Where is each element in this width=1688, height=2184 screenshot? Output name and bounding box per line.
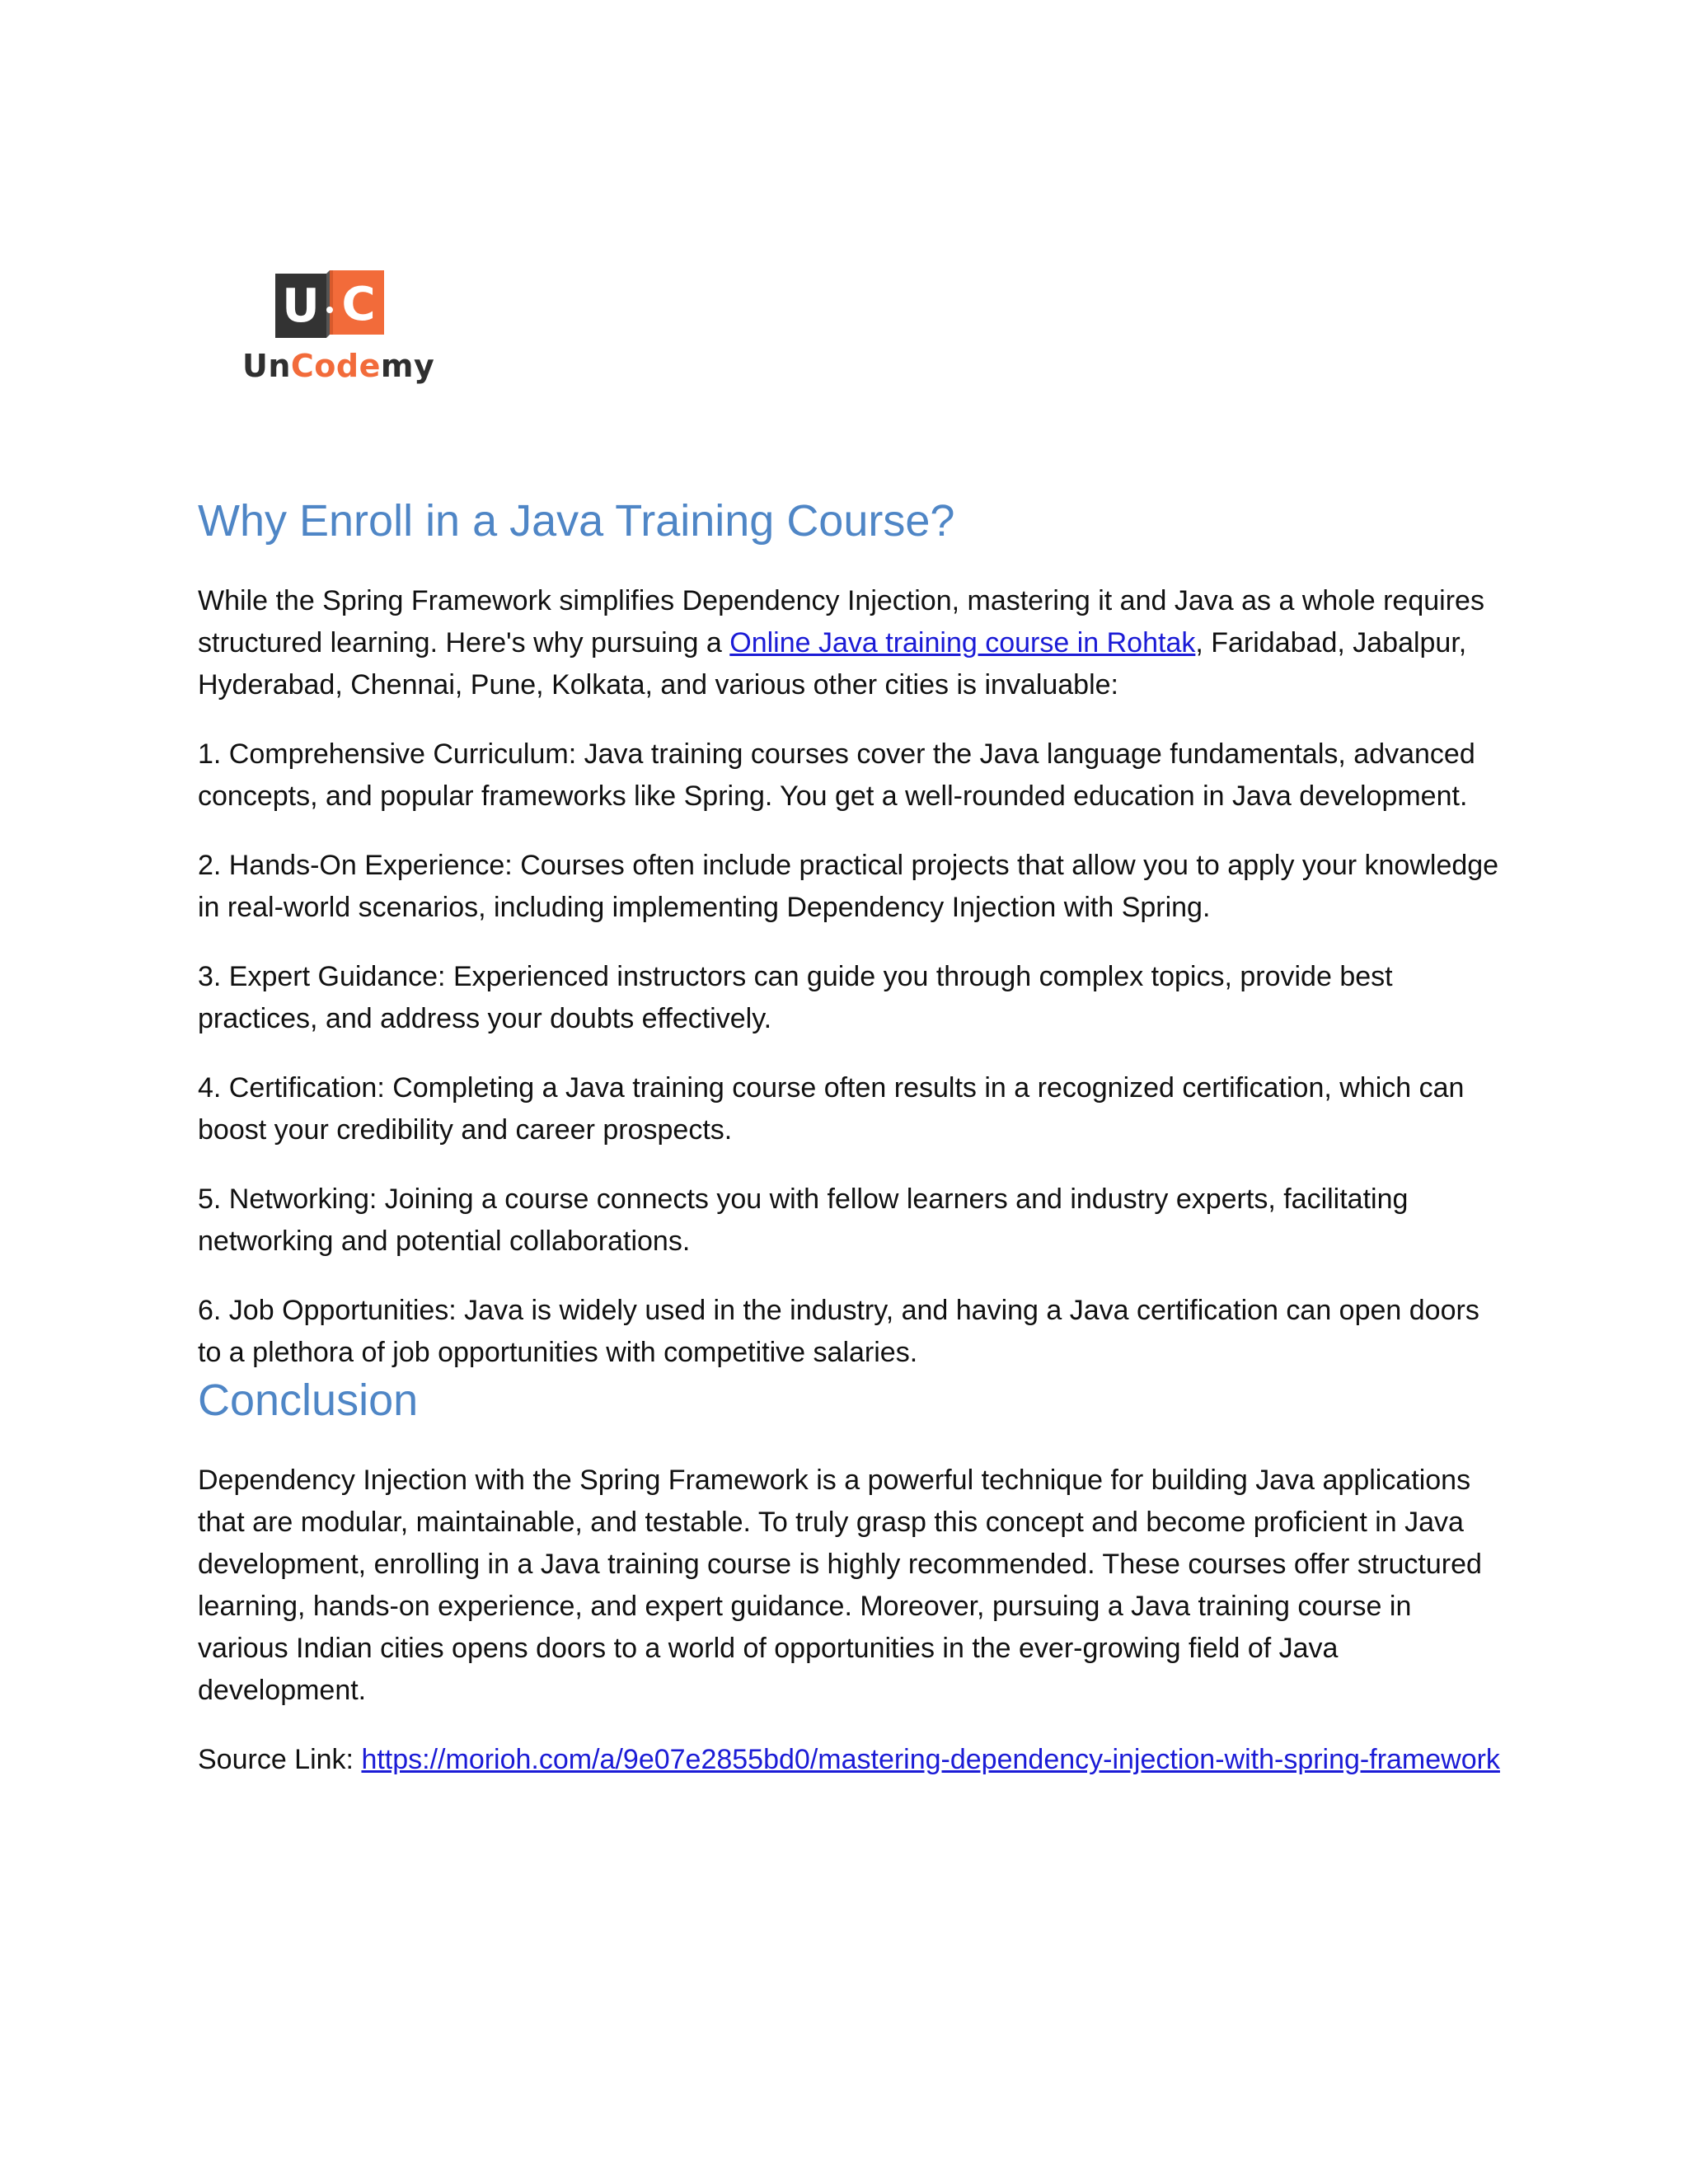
source-url-link[interactable]: https://morioh.com/a/9e07e2855bd0/mastering-dependency-injection-with-spring-framework <box>361 1744 1500 1775</box>
point-job-opportunities: 6. Job Opportunities: Java is widely used in the industry, and having a Java certification can open doors to a plethora of job opportunities with competitive salaries. <box>198 1295 1479 1368</box>
logo-wordmark: UnCodemy <box>242 348 435 384</box>
svg-text:U: U <box>282 279 320 333</box>
point-certification: 4. Certification: Completing a Java training course often results in a recognized certification, which can boost your credibility and career prospects. <box>198 1072 1465 1146</box>
uc-logo-icon <box>275 270 387 341</box>
article-content <box>198 494 1500 1781</box>
heading-why-enroll: Why Enroll in a Java Training Course? <box>198 496 955 546</box>
conclusion-paragraph: Dependency Injection with the Spring Framework is a powerful technique for building Java applications that are modular, maintainable, and testable. To truly grasp this concept and become proficient in Java development, enrolling in a Java training course is highly recommended. These courses offer structured learning, hands-on experience, and expert guidance. Moreover, pursuing a Java training course in various Indian cities opens doors to a world of opportunities in the ever-growing field of Java development. <box>198 1465 1482 1706</box>
heading-conclusion: Conclusion <box>198 1376 419 1425</box>
point-curriculum: 1. Comprehensive Curriculum: Java training courses cover the Java language fundamentals, advanced concepts, and popular frameworks like Spring. You get a well-rounded education in Java development. <box>198 738 1475 812</box>
uncodemy-logo <box>239 265 445 389</box>
point-hands-on: 2. Hands-On Experience: Courses often include practical projects that allow you to apply your knowledge in real-world scenarios, including implementing Dependency Injection with Spring. <box>198 850 1499 923</box>
source-link-line: Source Link: https://morioh.com/a/9e07e2855bd0/mastering-dependency-injection-with-spring-framework <box>198 1744 1500 1775</box>
online-java-course-link[interactable]: Online Java training course in Rohtak <box>729 627 1196 658</box>
point-networking: 5. Networking: Joining a course connects you with fellow learners and industry experts, facilitating networking and potential collaborations. <box>198 1183 1409 1257</box>
svg-text:C: C <box>341 278 376 331</box>
intro-paragraph: While the Spring Framework simplifies Dependency Injection, mastering it and Java as a whole requires structured learning. Here's why pursuing a Online Java training course in Rohtak, Faridabad, Jabalpur, Hyderabad, Chennai, Pune, Kolkata, and various other cities is invaluable: <box>198 585 1484 701</box>
point-expert-guidance: 3. Expert Guidance: Experienced instructors can guide you through complex topics, provide best practices, and address your doubts effectively. <box>198 961 1393 1034</box>
